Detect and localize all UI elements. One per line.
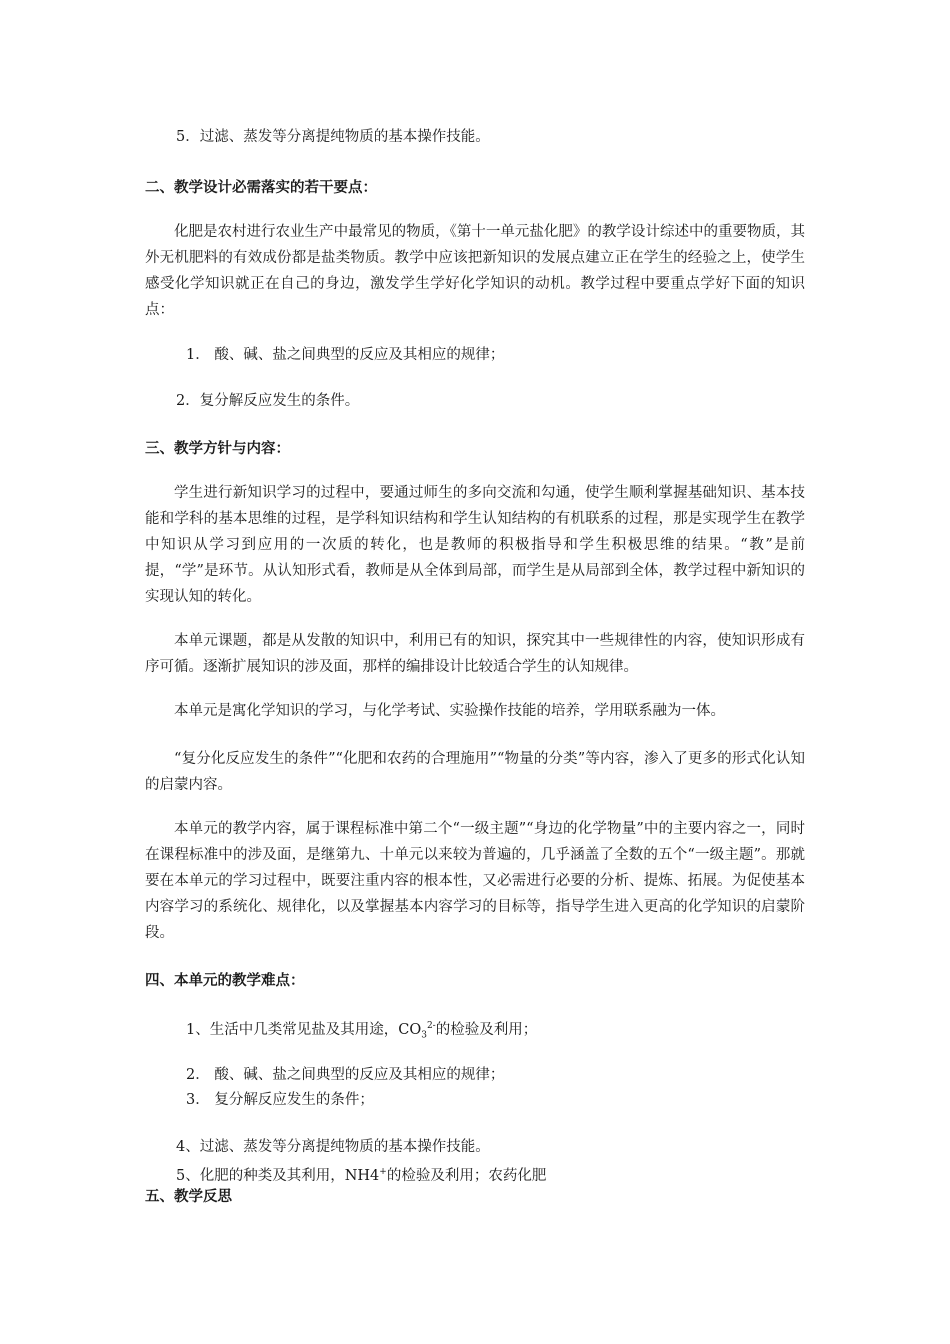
difficulty-item-3: 3． 复分解反应发生的条件；: [186, 1092, 374, 1108]
section-heading-2: 二、教学设计必需落实的若干要点：: [145, 180, 377, 196]
co3-subscript: 3: [421, 1030, 427, 1041]
co3-charge-superscript: 2-: [426, 1021, 436, 1031]
section-heading-4: 四、本单元的教学难点：: [145, 973, 305, 989]
difficulty-1-text-end: 的检验及利用；: [435, 1021, 538, 1038]
paragraph-unit-integration: 本单元是寓化学知识的学习，与化学考试、实验操作技能的培养，学用联系融为一体。: [174, 703, 725, 719]
list-item-5: 5．过滤、蒸发等分离提纯物质的基本操作技能。: [176, 129, 490, 145]
difficulty-5-text-end: 的检验及利用；农药化肥: [386, 1167, 547, 1184]
difficulty-item-2: 2． 酸、碱、盐之间典型的反应及其相应的规律；: [186, 1067, 505, 1083]
paragraph-unit-topics: 本单元课题，都是从发散的知识中，利用已有的知识，探究其中一些规律性的内容，使知识形成有序可循。逐渐扩展知识的涉及面，那样的编排设计比较适合学生的认知规律。: [145, 633, 805, 675]
paragraph-learning-process: 学生进行新知识学习的过程中，要通过师生的多向交流和勾通，使学生顺利掌握基础知识、基本技能和学科的基本思维的过程，是学科知识结构和学生认知结构的有机联系的过程，那是实现学生在教学中知识从学习到应用的一次质的转化，也是教师的积极指导和学生积极思维的结果。“教”是前提，“学”是环节。从认知形式看，教师是从全体到局部，而学生是从局部到全体，教学过程中新知识的实现认知的转化。: [145, 485, 805, 605]
difficulty-5-text: 5、化肥的种类及其利用，NH4: [176, 1167, 380, 1184]
nh4-charge-superscript: +: [379, 1167, 387, 1177]
difficulty-item-1: [186, 1013, 537, 1049]
paragraph-curriculum: 本单元的教学内容，属于课程标准中第二个“一级主题”“身边的化学物量”中的主要内容之一，同时在课程标准中的涉及面，是继第九、十单元以来较为普遍的，几乎涵盖了全数的五个“一级主题”。那就要在本单元的学习过程中，既要注重内容的根本性，又必需进行必要的分析、提炼、拓展。为促使基本内容学习的系统化、规律化，以及掌握基本内容学习的目标等，指导学生进入更高的化学知识的启蒙阶段。: [145, 821, 805, 941]
key-point-2: 2．复分解反应发生的条件。: [176, 393, 360, 409]
key-point-1: 1． 酸、碱、盐之间典型的反应及其相应的规律；: [186, 347, 505, 363]
paragraph-content-topics: “复分化反应发生的条件”“化肥和农药的合理施用”“物量的分类”等内容，渗入了更多的形式化认知的启蒙内容。: [145, 751, 805, 793]
difficulty-1-text: 1、生活中几类常见盐及其用途，CO: [186, 1021, 422, 1038]
paragraph-fertilizer-intro: 化肥是农村进行农业生产中最常见的物质，《第十一单元盐化肥》的教学设计综述中的重要物质，其外无机肥料的有效成份都是盐类物质。教学中应该把新知识的发展点建立正在学生的经验之上，使学生感受化学知识就正在自己的身边，激发学生学好化学知识的动机。教学过程中要重点学好下面的知识点：: [145, 224, 805, 318]
section-heading-5: 五、教学反思: [145, 1189, 232, 1205]
difficulty-item-4: 4、过滤、蒸发等分离提纯物质的基本操作技能。: [176, 1139, 490, 1155]
section-heading-3: 三、教学方针与内容：: [145, 441, 290, 457]
